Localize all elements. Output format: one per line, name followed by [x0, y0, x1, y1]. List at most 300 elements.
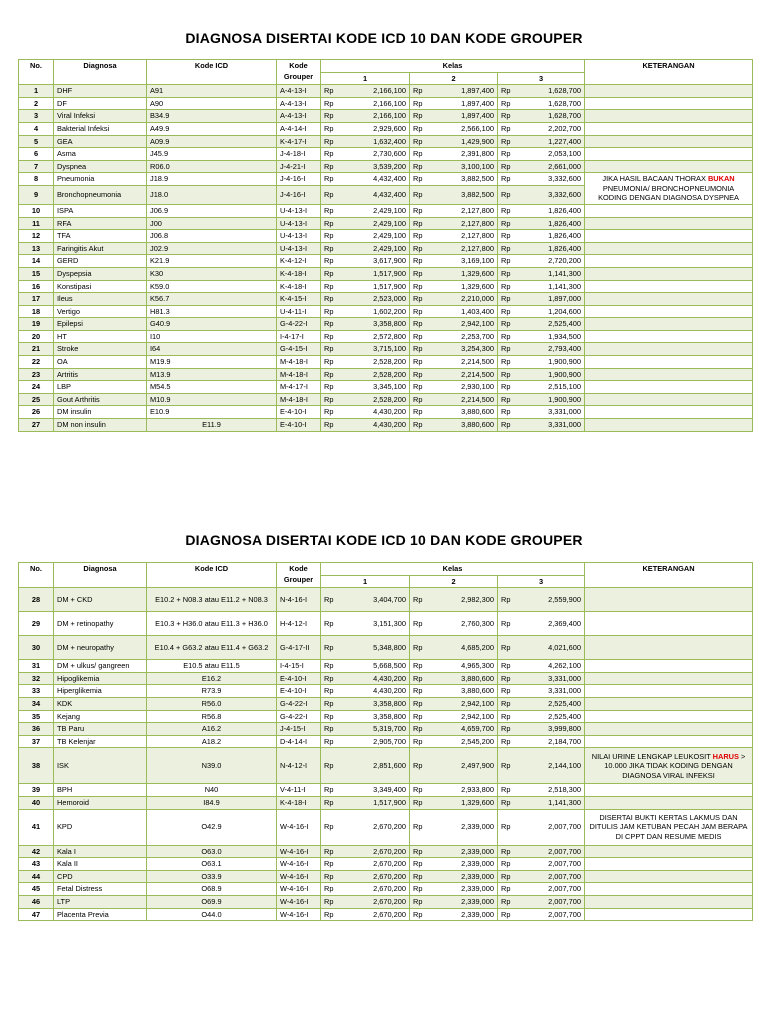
- tarif-kelas-1: 3,151,300: [339, 612, 410, 636]
- currency-label: Rp: [321, 393, 339, 406]
- currency-label: Rp: [498, 784, 516, 797]
- currency-label: Rp: [410, 267, 428, 280]
- currency-label: Rp: [321, 242, 339, 255]
- tarif-kelas-1: 2,670,200: [339, 895, 410, 908]
- currency-label: Rp: [498, 110, 516, 123]
- header-keterangan: KETERANGAN: [585, 563, 753, 588]
- currency-label: Rp: [498, 185, 516, 204]
- table-row: [19, 697, 753, 710]
- kode-grouper-cell: K-4-18-I: [277, 267, 321, 280]
- row-number: 33: [19, 685, 54, 698]
- table-row: [19, 784, 753, 797]
- tarif-kelas-1: 3,345,100: [339, 381, 410, 394]
- tarif-kelas-2: 2,942,100: [428, 710, 498, 723]
- row-number: 7: [19, 160, 54, 173]
- currency-label: Rp: [410, 588, 428, 612]
- kode-grouper-cell: N-4-16-I: [277, 588, 321, 612]
- kode-grouper-cell: A-4-13-I: [277, 110, 321, 123]
- kode-icd-cell: N39.0: [147, 748, 277, 784]
- kode-icd-cell: O63.0: [147, 845, 277, 858]
- table-row: [19, 204, 753, 217]
- currency-label: Rp: [410, 330, 428, 343]
- section1-table-wrapper: [18, 59, 752, 432]
- table-row: [19, 685, 753, 698]
- kode-grouper-cell: G-4-22-I: [277, 710, 321, 723]
- tarif-kelas-1: 5,319,700: [339, 723, 410, 736]
- row-number: 8: [19, 173, 54, 186]
- currency-label: Rp: [321, 135, 339, 148]
- tarif-kelas-2: 2,566,100: [428, 122, 498, 135]
- currency-label: Rp: [498, 267, 516, 280]
- currency-label: Rp: [410, 173, 428, 186]
- row-number: 2: [19, 97, 54, 110]
- keterangan-cell: [585, 612, 753, 636]
- tarif-kelas-2: 2,760,300: [428, 612, 498, 636]
- tarif-kelas-2: 4,685,200: [428, 636, 498, 660]
- currency-label: Rp: [498, 723, 516, 736]
- tarif-kelas-1: 2,670,200: [339, 809, 410, 845]
- row-number: 16: [19, 280, 54, 293]
- header-kelas: Kelas: [321, 60, 585, 73]
- diagnosa-cell: TB Kelenjar: [54, 735, 147, 748]
- tarif-kelas-3: 1,204,600: [516, 305, 585, 318]
- kode-icd-cell: R56.0: [147, 697, 277, 710]
- tarif-kelas-2: 2,339,000: [428, 895, 498, 908]
- row-number: 13: [19, 242, 54, 255]
- keterangan-cell: [585, 710, 753, 723]
- tarif-kelas-3: 3,331,000: [516, 419, 585, 432]
- kode-grouper-cell: E-4-10-I: [277, 685, 321, 698]
- tarif-kelas-2: 2,545,200: [428, 735, 498, 748]
- tarif-kelas-3: 1,897,000: [516, 293, 585, 306]
- keterangan-note: [585, 173, 753, 205]
- tarif-kelas-2: 3,169,100: [428, 255, 498, 268]
- keterangan-cell: [585, 796, 753, 809]
- tarif-kelas-2: 4,965,300: [428, 660, 498, 673]
- table-row: [19, 660, 753, 673]
- currency-label: Rp: [498, 748, 516, 784]
- table-row: [19, 217, 753, 230]
- currency-label: Rp: [498, 588, 516, 612]
- currency-label: Rp: [498, 280, 516, 293]
- tarif-kelas-1: 2,670,200: [339, 858, 410, 871]
- row-number: 24: [19, 381, 54, 394]
- tarif-kelas-1: 2,429,100: [339, 230, 410, 243]
- currency-label: Rp: [321, 356, 339, 369]
- row-number: 6: [19, 148, 54, 161]
- table-row: [19, 97, 753, 110]
- diagnosa-cell: HT: [54, 330, 147, 343]
- row-number: 27: [19, 419, 54, 432]
- diagnosa-cell: Hiperglikemia: [54, 685, 147, 698]
- currency-label: Rp: [321, 280, 339, 293]
- currency-label: Rp: [410, 685, 428, 698]
- kode-grouper-cell: A-4-13-I: [277, 85, 321, 98]
- row-number: 11: [19, 217, 54, 230]
- tarif-kelas-1: 2,929,600: [339, 122, 410, 135]
- kode-icd-cell: K30: [147, 267, 277, 280]
- kode-grouper-cell: J-4-16-I: [277, 185, 321, 204]
- tarif-kelas-3: 2,007,700: [516, 809, 585, 845]
- currency-label: Rp: [321, 809, 339, 845]
- kode-icd-cell: J06.9: [147, 204, 277, 217]
- tarif-kelas-1: 2,523,000: [339, 293, 410, 306]
- currency-label: Rp: [498, 845, 516, 858]
- table-row: [19, 356, 753, 369]
- currency-label: Rp: [410, 796, 428, 809]
- row-number: 30: [19, 636, 54, 660]
- tarif-kelas-1: 2,429,100: [339, 204, 410, 217]
- tarif-kelas-1: 2,528,200: [339, 356, 410, 369]
- tarif-kelas-3: 1,900,900: [516, 368, 585, 381]
- kode-icd-cell: J45.9: [147, 148, 277, 161]
- kode-icd-cell: A49.9: [147, 122, 277, 135]
- kode-grouper-cell: M-4-18-I: [277, 393, 321, 406]
- currency-label: Rp: [498, 217, 516, 230]
- tarif-kelas-1: 1,517,900: [339, 280, 410, 293]
- kode-icd-cell: M10.9: [147, 393, 277, 406]
- currency-label: Rp: [410, 110, 428, 123]
- section2-table-wrapper: [18, 562, 752, 921]
- tarif-kelas-3: 2,661,000: [516, 160, 585, 173]
- kode-icd-cell: R06.0: [147, 160, 277, 173]
- tarif-kelas-3: 1,628,700: [516, 97, 585, 110]
- currency-label: Rp: [321, 160, 339, 173]
- tarif-kelas-2: 3,100,100: [428, 160, 498, 173]
- tarif-kelas-3: 2,559,900: [516, 588, 585, 612]
- currency-label: Rp: [410, 368, 428, 381]
- tarif-kelas-1: 4,430,200: [339, 419, 410, 432]
- tarif-kelas-2: 2,339,000: [428, 809, 498, 845]
- keterangan-cell: [585, 97, 753, 110]
- currency-label: Rp: [498, 660, 516, 673]
- currency-label: Rp: [410, 697, 428, 710]
- tarif-kelas-2: 1,429,900: [428, 135, 498, 148]
- keterangan-cell: [585, 858, 753, 871]
- kode-icd-cell: J00: [147, 217, 277, 230]
- tarif-kelas-3: 1,628,700: [516, 85, 585, 98]
- kode-grouper-cell: V-4-11-I: [277, 784, 321, 797]
- currency-label: Rp: [498, 148, 516, 161]
- table-row: [19, 381, 753, 394]
- keterangan-cell: [585, 135, 753, 148]
- tarif-kelas-3: 2,053,100: [516, 148, 585, 161]
- kode-grouper-cell: U-4-13-I: [277, 217, 321, 230]
- tarif-kelas-3: 2,007,700: [516, 895, 585, 908]
- currency-label: Rp: [410, 97, 428, 110]
- row-number: 29: [19, 612, 54, 636]
- currency-label: Rp: [321, 612, 339, 636]
- currency-label: Rp: [321, 406, 339, 419]
- kode-icd-cell: M13.9: [147, 368, 277, 381]
- currency-label: Rp: [498, 293, 516, 306]
- currency-label: Rp: [498, 343, 516, 356]
- tarif-kelas-3: 2,184,700: [516, 735, 585, 748]
- tarif-kelas-1: 2,905,700: [339, 735, 410, 748]
- kode-grouper-cell: E-4-10-I: [277, 672, 321, 685]
- tarif-kelas-2: 1,329,600: [428, 796, 498, 809]
- row-number: 3: [19, 110, 54, 123]
- currency-label: Rp: [321, 908, 339, 921]
- tarif-kelas-1: 2,429,100: [339, 242, 410, 255]
- tarif-kelas-2: 3,882,500: [428, 173, 498, 186]
- currency-label: Rp: [321, 381, 339, 394]
- diagnosa-cell: Kala I: [54, 845, 147, 858]
- kode-grouper-cell: E-4-10-I: [277, 419, 321, 432]
- kode-icd-cell: J18.0: [147, 185, 277, 204]
- currency-label: Rp: [410, 883, 428, 896]
- tarif-kelas-2: 2,930,100: [428, 381, 498, 394]
- kode-grouper-cell: W-4-16-I: [277, 809, 321, 845]
- keterangan-cell: [585, 697, 753, 710]
- currency-label: Rp: [410, 636, 428, 660]
- row-number: 40: [19, 796, 54, 809]
- kode-icd-cell: O33.9: [147, 870, 277, 883]
- tarif-kelas-2: 4,659,700: [428, 723, 498, 736]
- header-kode-icd: Kode ICD: [147, 60, 277, 85]
- header-keterangan: KETERANGAN: [585, 60, 753, 85]
- tarif-kelas-2: 2,942,100: [428, 697, 498, 710]
- currency-label: Rp: [410, 185, 428, 204]
- kode-icd-cell: A91: [147, 85, 277, 98]
- currency-label: Rp: [410, 204, 428, 217]
- diagnosa-cell: Faringitis Akut: [54, 242, 147, 255]
- keterangan-cell: [585, 330, 753, 343]
- kode-grouper-cell: W-4-16-I: [277, 883, 321, 896]
- tarif-kelas-2: 2,214,500: [428, 368, 498, 381]
- keterangan-cell: [585, 343, 753, 356]
- currency-label: Rp: [321, 588, 339, 612]
- currency-label: Rp: [321, 217, 339, 230]
- table-row: [19, 672, 753, 685]
- kode-icd-cell: E10.3 + H36.0 atau E11.3 + H36.0: [147, 612, 277, 636]
- kode-grouper-cell: M-4-17-I: [277, 381, 321, 394]
- row-number: 28: [19, 588, 54, 612]
- diagnosa-cell: Viral Infeksi: [54, 110, 147, 123]
- tarif-kelas-3: 1,826,400: [516, 217, 585, 230]
- tarif-kelas-1: 3,349,400: [339, 784, 410, 797]
- kode-icd-cell: E10.2 + N08.3 atau E11.2 + N08.3: [147, 588, 277, 612]
- kode-grouper-cell: J-4-16-I: [277, 173, 321, 186]
- kode-icd-cell: A90: [147, 97, 277, 110]
- currency-label: Rp: [321, 685, 339, 698]
- kode-grouper-cell: K-4-17-I: [277, 135, 321, 148]
- tarif-kelas-3: 1,900,900: [516, 356, 585, 369]
- currency-label: Rp: [321, 204, 339, 217]
- tarif-kelas-2: 3,880,600: [428, 419, 498, 432]
- header-diagnosa: Diagnosa: [54, 563, 147, 588]
- tarif-kelas-2: 2,339,000: [428, 845, 498, 858]
- note-emphasis: BUKAN: [707, 174, 735, 184]
- tarif-kelas-3: 3,999,800: [516, 723, 585, 736]
- table-row: [19, 612, 753, 636]
- kode-grouper-cell: M-4-18-I: [277, 368, 321, 381]
- kode-grouper-cell: N-4-12-I: [277, 748, 321, 784]
- table-row: [19, 895, 753, 908]
- currency-label: Rp: [410, 858, 428, 871]
- kode-grouper-cell: U-4-13-I: [277, 204, 321, 217]
- tarif-kelas-2: 1,897,400: [428, 97, 498, 110]
- currency-label: Rp: [321, 305, 339, 318]
- currency-label: Rp: [321, 870, 339, 883]
- tarif-kelas-3: 3,332,600: [516, 185, 585, 204]
- currency-label: Rp: [410, 895, 428, 908]
- diagnosa-cell: Placenta Previa: [54, 908, 147, 921]
- table-row: [19, 908, 753, 921]
- currency-label: Rp: [498, 330, 516, 343]
- table-row: [19, 160, 753, 173]
- keterangan-cell: [585, 636, 753, 660]
- row-number: 23: [19, 368, 54, 381]
- tarif-kelas-2: 2,214,500: [428, 356, 498, 369]
- table-row: [19, 883, 753, 896]
- row-number: 38: [19, 748, 54, 784]
- tarif-kelas-3: 1,628,700: [516, 110, 585, 123]
- currency-label: Rp: [321, 697, 339, 710]
- diagnosa-cell: KPD: [54, 809, 147, 845]
- diagnosa-cell: DM non insulin: [54, 419, 147, 432]
- currency-label: Rp: [410, 356, 428, 369]
- tarif-kelas-1: 3,358,800: [339, 710, 410, 723]
- currency-label: Rp: [498, 242, 516, 255]
- currency-label: Rp: [498, 122, 516, 135]
- tarif-kelas-1: 2,670,200: [339, 870, 410, 883]
- row-number: 36: [19, 723, 54, 736]
- tarif-kelas-3: 2,518,300: [516, 784, 585, 797]
- kode-grouper-cell: A-4-14-I: [277, 122, 321, 135]
- currency-label: Rp: [410, 419, 428, 432]
- row-number: 34: [19, 697, 54, 710]
- tarif-kelas-2: 2,391,800: [428, 148, 498, 161]
- diagnosa-cell: CPD: [54, 870, 147, 883]
- table-row: [19, 368, 753, 381]
- currency-label: Rp: [498, 419, 516, 432]
- currency-label: Rp: [410, 85, 428, 98]
- currency-label: Rp: [321, 748, 339, 784]
- diagnosa-cell: DM + ulkus/ gangreen: [54, 660, 147, 673]
- currency-label: Rp: [321, 148, 339, 161]
- kode-grouper-cell: E-4-10-I: [277, 406, 321, 419]
- tarif-kelas-3: 2,007,700: [516, 845, 585, 858]
- kode-icd-cell: E11.9: [147, 419, 277, 432]
- keterangan-cell: [585, 895, 753, 908]
- row-number: 10: [19, 204, 54, 217]
- tarif-kelas-3: 1,141,300: [516, 280, 585, 293]
- currency-label: Rp: [321, 85, 339, 98]
- currency-label: Rp: [498, 318, 516, 331]
- tarif-kelas-1: 2,166,100: [339, 85, 410, 98]
- kode-grouper-cell: A-4-13-I: [277, 97, 321, 110]
- kode-grouper-cell: M-4-18-I: [277, 356, 321, 369]
- tarif-kelas-1: 2,166,100: [339, 110, 410, 123]
- tarif-kelas-3: 1,934,500: [516, 330, 585, 343]
- currency-label: Rp: [498, 809, 516, 845]
- tarif-kelas-2: 2,127,800: [428, 242, 498, 255]
- currency-label: Rp: [498, 305, 516, 318]
- tarif-kelas-2: 3,880,600: [428, 672, 498, 685]
- row-number: 47: [19, 908, 54, 921]
- kode-icd-cell: M19.9: [147, 356, 277, 369]
- diagnosa-cell: Artritis: [54, 368, 147, 381]
- tarif-kelas-1: 3,617,900: [339, 255, 410, 268]
- table-row: [19, 636, 753, 660]
- currency-label: Rp: [321, 636, 339, 660]
- tarif-kelas-3: 2,007,700: [516, 858, 585, 871]
- tarif-kelas-2: 2,942,100: [428, 318, 498, 331]
- currency-label: Rp: [498, 173, 516, 186]
- kode-icd-cell: K21.9: [147, 255, 277, 268]
- tarif-kelas-1: 4,430,200: [339, 685, 410, 698]
- kode-icd-cell: I84.9: [147, 796, 277, 809]
- kode-icd-cell: I64: [147, 343, 277, 356]
- diagnosa-cell: Epilepsi: [54, 318, 147, 331]
- keterangan-cell: [585, 672, 753, 685]
- diagnosa-cell: RFA: [54, 217, 147, 230]
- kode-grouper-cell: G-4-17-II: [277, 636, 321, 660]
- kode-icd-cell: H81.3: [147, 305, 277, 318]
- currency-label: Rp: [410, 280, 428, 293]
- table-row: [19, 110, 753, 123]
- diagnosa-cell: Konstipasi: [54, 280, 147, 293]
- keterangan-cell: [585, 318, 753, 331]
- keterangan-cell: [585, 908, 753, 921]
- keterangan-note: [585, 748, 753, 784]
- currency-label: Rp: [321, 796, 339, 809]
- kode-grouper-cell: W-4-16-I: [277, 858, 321, 871]
- currency-label: Rp: [410, 217, 428, 230]
- keterangan-cell: [585, 870, 753, 883]
- kode-grouper-cell: W-4-16-I: [277, 845, 321, 858]
- diagnosa-cell: Ileus: [54, 293, 147, 306]
- row-number: 31: [19, 660, 54, 673]
- kode-icd-cell: J18.9: [147, 173, 277, 186]
- tarif-kelas-2: 2,339,000: [428, 908, 498, 921]
- table-row: [19, 393, 753, 406]
- row-number: 42: [19, 845, 54, 858]
- currency-label: Rp: [410, 135, 428, 148]
- keterangan-cell: [585, 660, 753, 673]
- diagnosa-cell: DHF: [54, 85, 147, 98]
- diagnosa-cell: BPH: [54, 784, 147, 797]
- currency-label: Rp: [410, 393, 428, 406]
- row-number: 43: [19, 858, 54, 871]
- currency-label: Rp: [321, 723, 339, 736]
- kode-grouper-cell: K-4-18-I: [277, 796, 321, 809]
- kode-icd-cell: O69.9: [147, 895, 277, 908]
- section1-table: [18, 59, 753, 432]
- currency-label: Rp: [321, 110, 339, 123]
- diagnosa-cell: ISK: [54, 748, 147, 784]
- currency-label: Rp: [498, 883, 516, 896]
- section2-table: [18, 562, 753, 921]
- tarif-kelas-2: 2,339,000: [428, 858, 498, 871]
- tarif-kelas-2: 2,127,800: [428, 217, 498, 230]
- tarif-kelas-1: 2,851,600: [339, 748, 410, 784]
- keterangan-cell: [585, 230, 753, 243]
- table-row: [19, 710, 753, 723]
- kode-grouper-cell: U-4-13-I: [277, 230, 321, 243]
- row-number: 14: [19, 255, 54, 268]
- tarif-kelas-1: 4,430,200: [339, 406, 410, 419]
- header-kode-icd: Kode ICD: [147, 563, 277, 588]
- keterangan-cell: [585, 160, 753, 173]
- row-number: 17: [19, 293, 54, 306]
- kode-icd-cell: R56.8: [147, 710, 277, 723]
- kode-icd-cell: O63.1: [147, 858, 277, 871]
- kode-grouper-cell: U-4-11-I: [277, 305, 321, 318]
- currency-label: Rp: [321, 255, 339, 268]
- kode-grouper-cell: W-4-16-I: [277, 895, 321, 908]
